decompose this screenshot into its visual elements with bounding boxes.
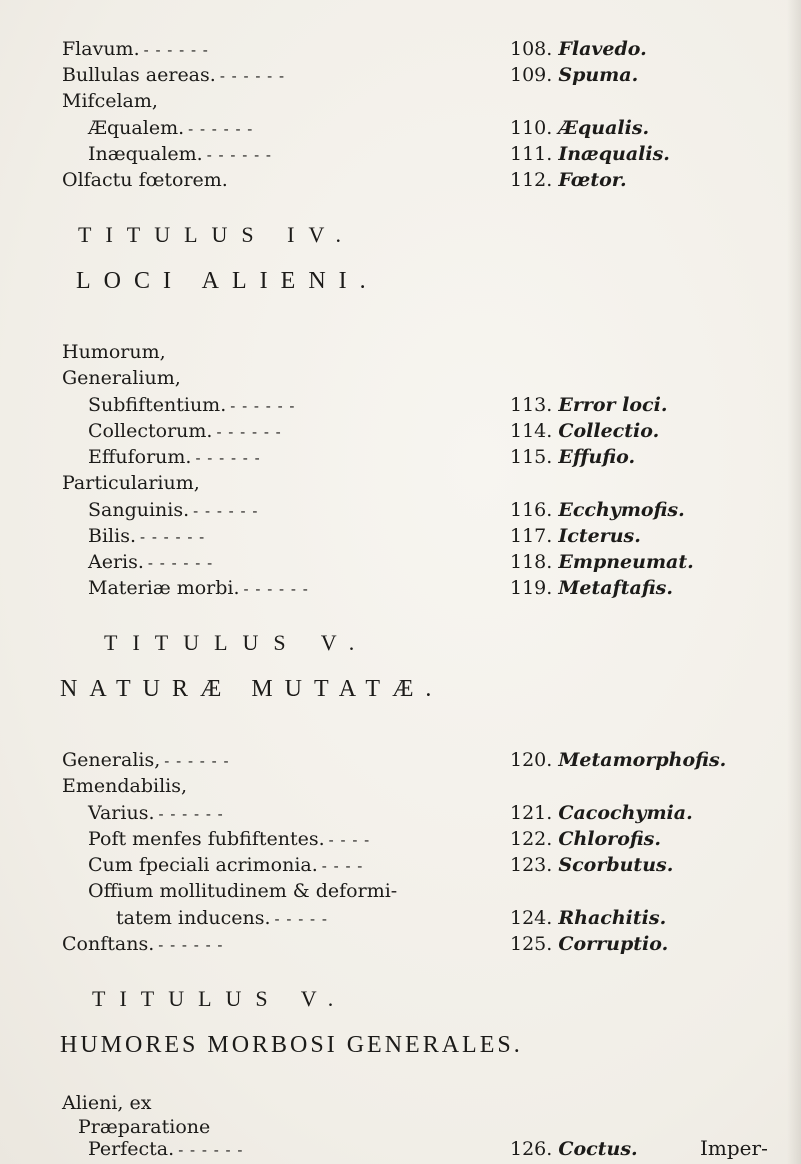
titulus-v-second-heading: TITULUS V.: [92, 986, 348, 1011]
humores-morbosi-heading: HUMORES MORBOSI GENERALES.: [60, 1032, 523, 1058]
titulus-iv-heading: TITULUS IV.: [78, 222, 356, 247]
page-edge-shadow: [787, 0, 801, 1164]
loci-alieni-heading: LOCI ALIENI.: [76, 268, 379, 294]
book-page: Flavum. - - - - - - 108. Flavedo. Bullulas aereas. - - - - - - 109. Spuma. Mifcelam, Æqualem. - - - - - - 110. Æqualis. Inæqualem. - - - - - - 111. Inæqualis. Olfactu fœtorem. 112. Fœtor. TITULUS IV. LOCI ALIENI. Humorum, Generalium, Subfiftentium. - - - - - - 113. Error loci. Collectorum. - - - - - - 114. Collectio. Effuforum. - - - - - - 115. Effufio. Particularium, Sanguinis. - - - - - - 116. Ecchymofis. Bilis. - - - - - - 117. Icterus. Aeris. - - - - - - 118. Empneumat. Materiæ morbi. - - - - - - 119. Metaftafis. TITULUS V. NATURÆ MUTATÆ. Generalis, - - - - - - 120. Metamorphofis. Emendabilis, Varius. - - - - - - 121. Cacochymia. Poft menfes fubfiftentes. - - - - 122. Chlorofis. Cum fpeciali acrimonia. - - - - 123. Scorbutus. Offium mollitudinem & deformi- tatem inducens. - - - - - 124. Rhachitis. Conftans. - - - - - - 125. Corruptio. TITULUS V. HUMORES MORBOSI GENERALES. Alieni, ex Præparatione Perfecta. - - - - - - 126. Coctus. Imper-: [0, 0, 801, 1164]
catchword: Imper-: [700, 1136, 768, 1160]
naturae-mutatae-heading: NATURÆ MUTATÆ.: [60, 676, 444, 702]
titulus-v-heading: TITULUS V.: [104, 630, 370, 655]
